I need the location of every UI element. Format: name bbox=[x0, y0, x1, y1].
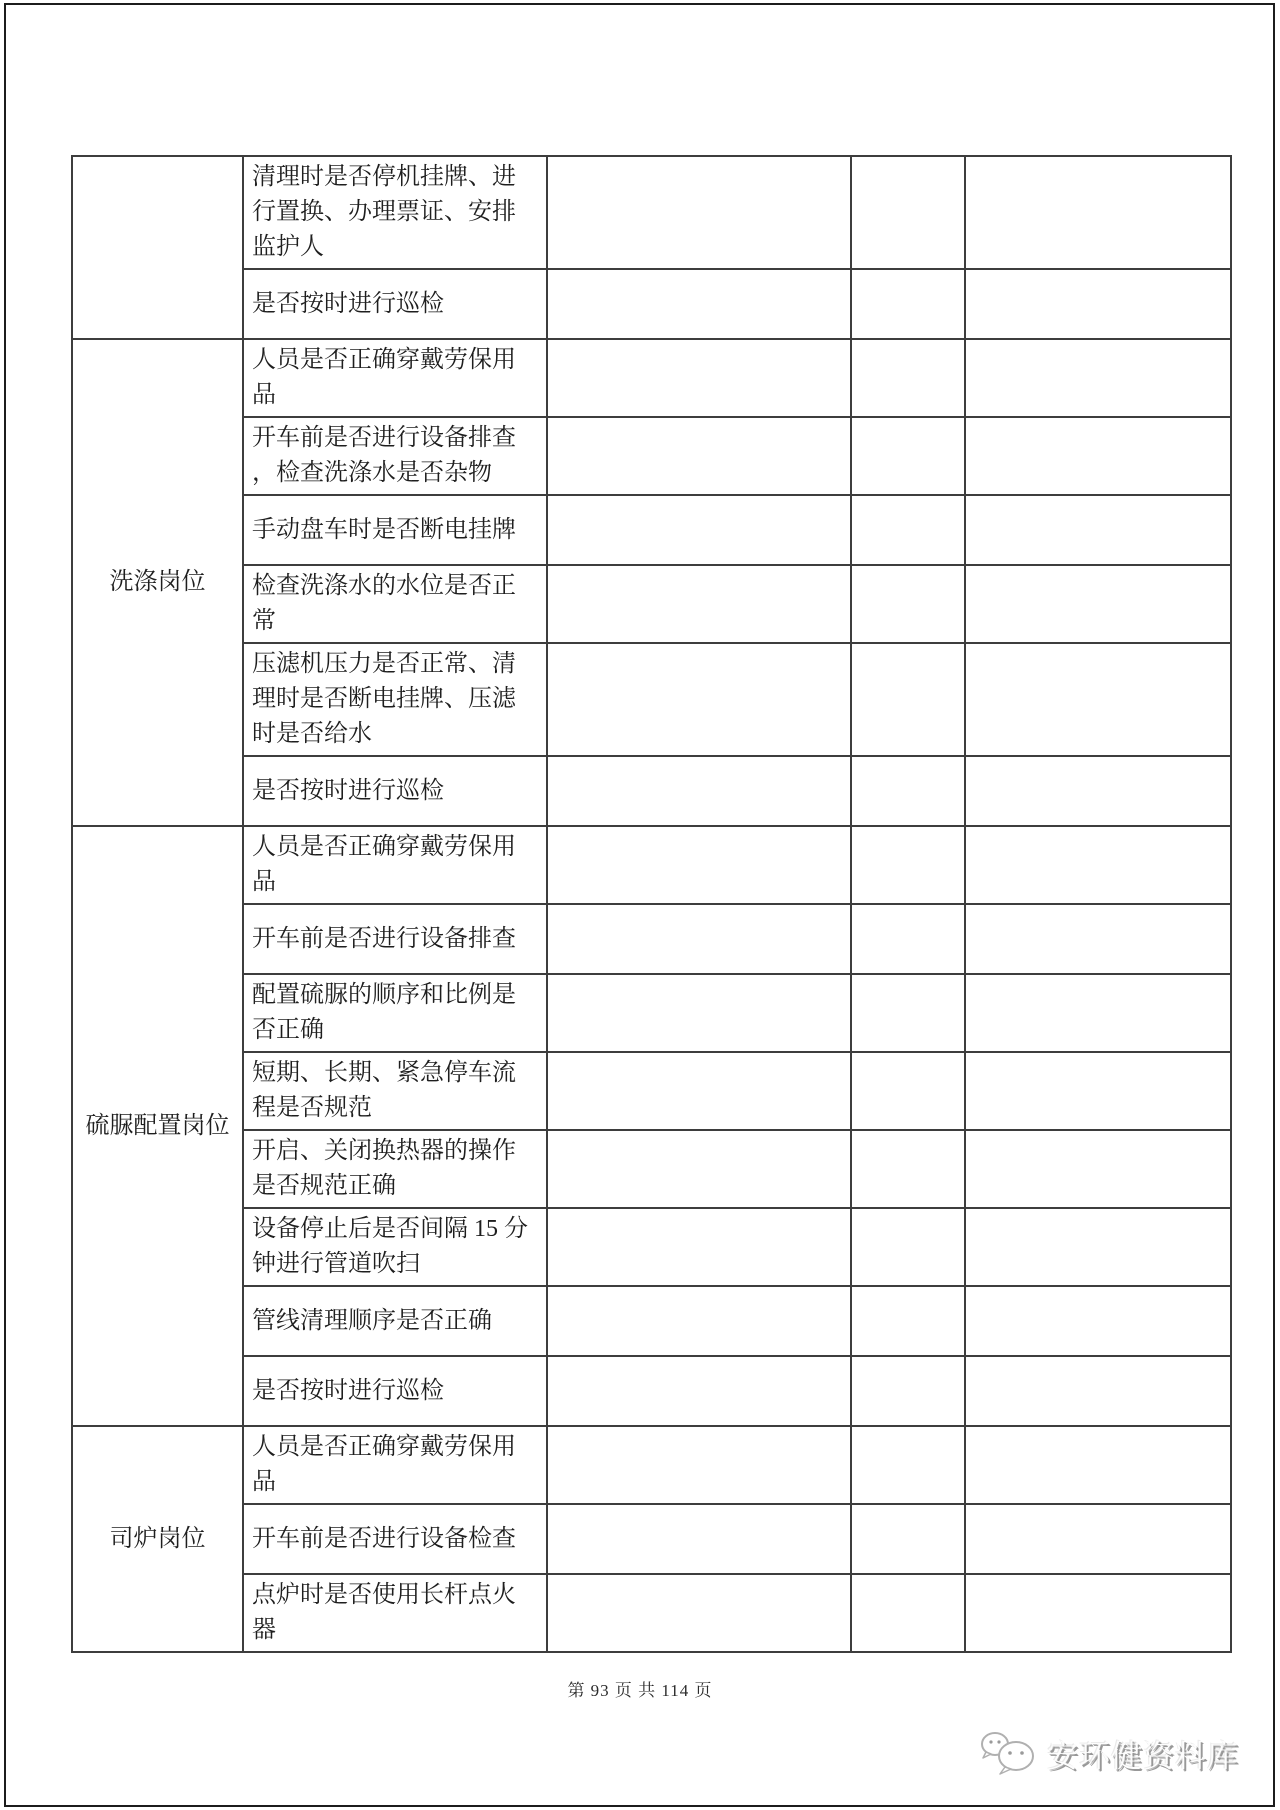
table-row bbox=[72, 269, 1231, 339]
blank-cell bbox=[547, 1130, 851, 1208]
blank-cell bbox=[965, 417, 1231, 495]
blank-cell bbox=[547, 1504, 851, 1574]
inspection-item-cell: 人员是否正确穿戴劳保用品 bbox=[243, 339, 547, 417]
blank-cell bbox=[547, 974, 851, 1052]
blank-cell bbox=[965, 565, 1231, 643]
blank-cell bbox=[965, 1574, 1231, 1652]
watermark bbox=[980, 1731, 1239, 1776]
table-row bbox=[72, 1052, 1231, 1130]
inspection-item-cell: 是否按时进行巡检 bbox=[243, 269, 547, 339]
table-row bbox=[72, 904, 1231, 974]
inspection-item-cell: 是否按时进行巡检 bbox=[243, 1356, 547, 1426]
inspection-item-cell: 开车前是否进行设备排查，检查洗涤水是否杂物 bbox=[243, 417, 547, 495]
table-row bbox=[72, 1356, 1231, 1426]
table-row bbox=[72, 1286, 1231, 1356]
blank-cell bbox=[965, 1504, 1231, 1574]
table-row bbox=[72, 156, 1231, 269]
table-row bbox=[72, 495, 1231, 565]
blank-cell bbox=[965, 1356, 1231, 1426]
post-name-cell: 洗涤岗位 bbox=[72, 339, 243, 826]
table-row bbox=[72, 417, 1231, 495]
blank-cell bbox=[547, 495, 851, 565]
table-row bbox=[72, 1574, 1231, 1652]
post-name-cell bbox=[72, 156, 243, 339]
table-row bbox=[72, 643, 1231, 756]
blank-cell bbox=[851, 1286, 965, 1356]
blank-cell bbox=[547, 1356, 851, 1426]
blank-cell bbox=[547, 339, 851, 417]
blank-cell bbox=[547, 1208, 851, 1286]
blank-cell bbox=[547, 156, 851, 269]
inspection-item-cell: 开车前是否进行设备检查 bbox=[243, 1504, 547, 1574]
blank-cell bbox=[851, 1356, 965, 1426]
inspection-item-cell: 设备停止后是否间隔 15 分钟进行管道吹扫 bbox=[243, 1208, 547, 1286]
blank-cell bbox=[547, 1426, 851, 1504]
table-row bbox=[72, 756, 1231, 826]
blank-cell bbox=[965, 1208, 1231, 1286]
blank-cell bbox=[965, 1052, 1231, 1130]
blank-cell bbox=[851, 565, 965, 643]
blank-cell bbox=[547, 269, 851, 339]
blank-cell bbox=[547, 904, 851, 974]
blank-cell bbox=[965, 826, 1231, 904]
blank-cell bbox=[965, 756, 1231, 826]
blank-cell bbox=[851, 1130, 965, 1208]
blank-cell bbox=[547, 826, 851, 904]
blank-cell bbox=[547, 1052, 851, 1130]
blank-cell bbox=[851, 1426, 965, 1504]
inspection-item-cell: 手动盘车时是否断电挂牌 bbox=[243, 495, 547, 565]
table-row bbox=[72, 974, 1231, 1052]
page-number-footer: 第 93 页 共 114 页 bbox=[567, 1681, 713, 1700]
blank-cell bbox=[851, 339, 965, 417]
table-row bbox=[72, 1208, 1231, 1286]
blank-cell bbox=[851, 156, 965, 269]
blank-cell bbox=[965, 1426, 1231, 1504]
blank-cell bbox=[547, 565, 851, 643]
table-row bbox=[72, 1130, 1231, 1208]
blank-cell bbox=[965, 1286, 1231, 1356]
blank-cell bbox=[851, 974, 965, 1052]
inspection-item-cell: 清理时是否停机挂牌、进行置换、办理票证、安排监护人 bbox=[243, 156, 547, 269]
blank-cell bbox=[547, 643, 851, 756]
chat-bubbles-icon bbox=[980, 1731, 1038, 1776]
blank-cell bbox=[851, 1208, 965, 1286]
inspection-item-cell: 检查洗涤水的水位是否正常 bbox=[243, 565, 547, 643]
blank-cell bbox=[851, 756, 965, 826]
table-row bbox=[72, 1426, 1231, 1504]
inspection-item-cell: 管线清理顺序是否正确 bbox=[243, 1286, 547, 1356]
blank-cell bbox=[851, 826, 965, 904]
inspection-item-cell: 人员是否正确穿戴劳保用品 bbox=[243, 826, 547, 904]
table-row bbox=[72, 339, 1231, 417]
inspection-item-cell: 点炉时是否使用长杆点火器 bbox=[243, 1574, 547, 1652]
blank-cell bbox=[965, 974, 1231, 1052]
blank-cell bbox=[547, 417, 851, 495]
post-name-cell: 硫脲配置岗位 bbox=[72, 826, 243, 1426]
inspection-item-cell: 是否按时进行巡检 bbox=[243, 756, 547, 826]
inspection-item-cell: 开启、关闭换热器的操作是否规范正确 bbox=[243, 1130, 547, 1208]
inspection-item-cell: 人员是否正确穿戴劳保用品 bbox=[243, 1426, 547, 1504]
table-row bbox=[72, 1504, 1231, 1574]
table-row bbox=[72, 826, 1231, 904]
blank-cell bbox=[851, 904, 965, 974]
blank-cell bbox=[547, 1286, 851, 1356]
blank-cell bbox=[965, 643, 1231, 756]
blank-cell bbox=[965, 904, 1231, 974]
blank-cell bbox=[851, 1574, 965, 1652]
blank-cell bbox=[851, 269, 965, 339]
inspection-item-cell: 短期、长期、紧急停车流程是否规范 bbox=[243, 1052, 547, 1130]
inspection-item-cell: 开车前是否进行设备排查 bbox=[243, 904, 547, 974]
blank-cell bbox=[965, 339, 1231, 417]
blank-cell bbox=[965, 495, 1231, 565]
blank-cell bbox=[547, 756, 851, 826]
blank-cell bbox=[851, 1504, 965, 1574]
blank-cell bbox=[547, 1574, 851, 1652]
post-name-cell: 司炉岗位 bbox=[72, 1426, 243, 1652]
blank-cell bbox=[965, 156, 1231, 269]
blank-cell bbox=[851, 495, 965, 565]
watermark-brand-text: 安环健资料库 bbox=[1047, 1739, 1239, 1774]
table-row bbox=[72, 565, 1231, 643]
inspection-item-cell: 压滤机压力是否正常、清理时是否断电挂牌、压滤时是否给水 bbox=[243, 643, 547, 756]
inspection-checklist-table bbox=[71, 155, 1232, 1653]
inspection-item-cell: 配置硫脲的顺序和比例是否正确 bbox=[243, 974, 547, 1052]
blank-cell bbox=[965, 269, 1231, 339]
blank-cell bbox=[851, 417, 965, 495]
blank-cell bbox=[851, 1052, 965, 1130]
blank-cell bbox=[965, 1130, 1231, 1208]
blank-cell bbox=[851, 643, 965, 756]
